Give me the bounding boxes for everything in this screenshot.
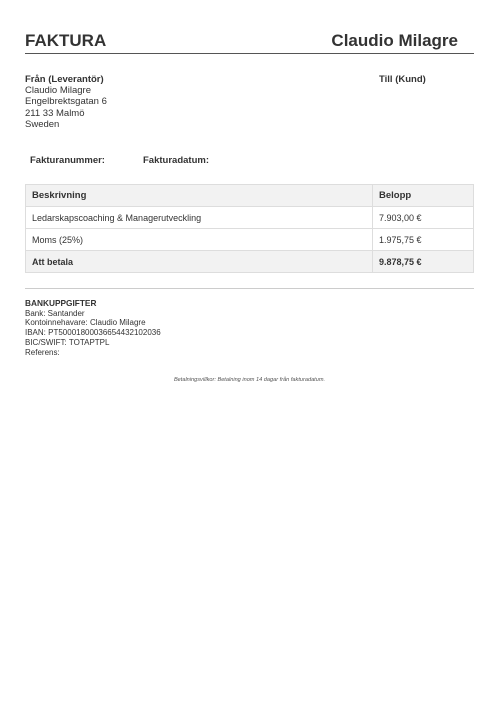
supplier-name: Claudio Milagre bbox=[25, 85, 92, 97]
column-header-amount: Belopp bbox=[373, 185, 474, 207]
bank-heading: BANKUPPGIFTER bbox=[25, 298, 97, 308]
sender-name-heading: Claudio Milagre bbox=[331, 31, 458, 50]
row-description: Moms (25%) bbox=[26, 229, 373, 251]
bank-line: Referens: bbox=[25, 347, 60, 357]
bank-line: IBAN: PT50001800036654432102036 bbox=[25, 328, 161, 338]
supplier-label: Från (Leverantör) bbox=[25, 74, 104, 85]
supplier-country: Sweden bbox=[25, 118, 60, 130]
table-header-row bbox=[26, 185, 474, 207]
bank-line: BIC/SWIFT: TOTAPTPL bbox=[25, 337, 110, 347]
bank-details bbox=[25, 299, 161, 357]
line-items-table bbox=[25, 184, 474, 273]
supplier-street: Engelbrektsgatan 6 bbox=[25, 96, 107, 108]
invoice-number-label: Fakturanummer: bbox=[30, 155, 105, 166]
table-row bbox=[26, 229, 474, 251]
invoice-title: FAKTURA bbox=[25, 31, 107, 50]
header-divider bbox=[25, 53, 474, 54]
total-amount: 9.878,75 € bbox=[373, 251, 474, 273]
row-amount: 1.975,75 € bbox=[373, 229, 474, 251]
table-row bbox=[26, 207, 474, 229]
customer-label: Till (Kund) bbox=[379, 74, 426, 85]
total-row bbox=[26, 251, 474, 273]
payment-terms: Betalningsvillkor: Betalning inom 14 dagar från fakturadatum. bbox=[173, 377, 326, 383]
supplier-block bbox=[25, 74, 107, 130]
bank-line: Bank: Santander bbox=[25, 308, 85, 318]
total-label: Att betala bbox=[26, 251, 373, 273]
invoice-date-label: Fakturadatum: bbox=[143, 155, 209, 166]
section-divider bbox=[25, 288, 474, 289]
row-amount: 7.903,00 € bbox=[373, 207, 474, 229]
invoice-header bbox=[25, 31, 474, 53]
row-description: Ledarskapscoaching & Managerutveckling bbox=[26, 207, 373, 229]
column-header-description: Beskrivning bbox=[26, 185, 373, 207]
bank-line: Kontoinnehavare: Claudio Milagre bbox=[25, 318, 146, 328]
supplier-city: 211 33 Malmö bbox=[25, 107, 85, 119]
